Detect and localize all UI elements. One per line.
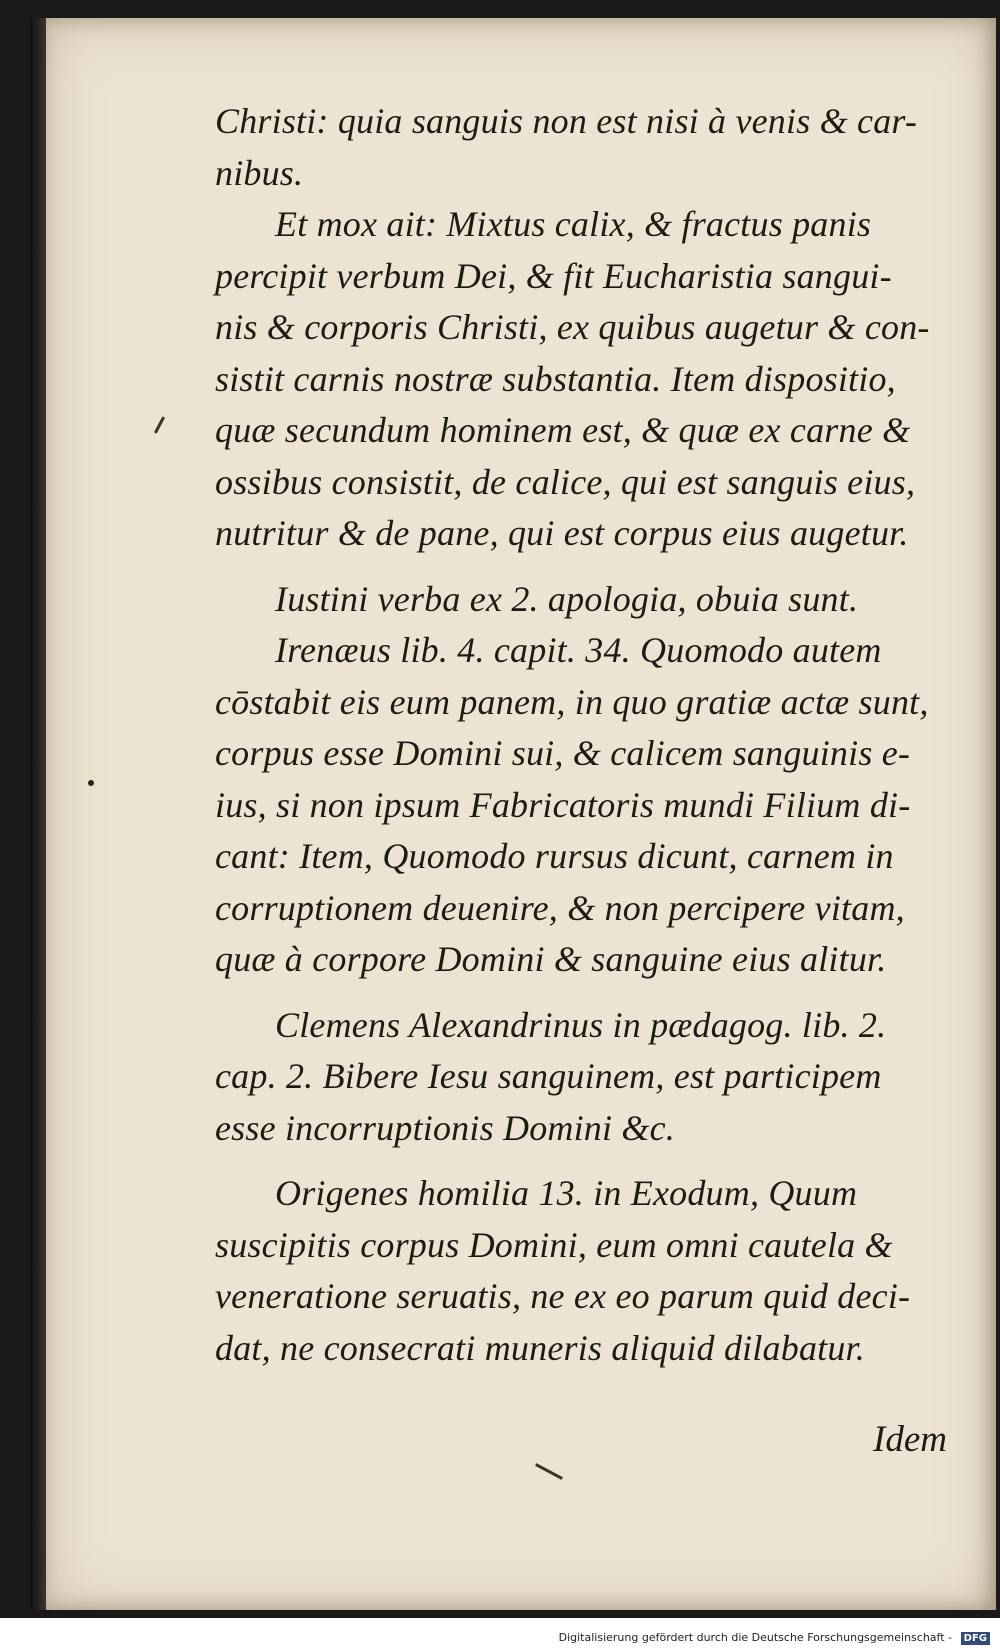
page-left-edge <box>30 18 46 1610</box>
text-line: Irenæus lib. 4. capit. 34. Quomodo autem <box>275 630 882 670</box>
text-line: Christi: quia sanguis non est nisi à venis & car- <box>215 101 918 141</box>
text-line: Et mox ait: Mixtus calix, & fractus panis <box>275 204 872 244</box>
text-line: ossibus consistit, de calice, qui est sanguis eius, <box>215 461 916 502</box>
text-line: sistit carnis nostræ substantia. Item dispositio, <box>215 358 896 399</box>
page-text <box>215 96 965 1374</box>
text-line: nibus. <box>215 152 304 193</box>
text-line: corruptionem deuenire, & non percipere vitam, <box>215 887 905 928</box>
text-line: dat, ne consecrati muneris aliquid dilabatur. <box>215 1327 865 1368</box>
text-line: cap. 2. Bibere Iesu sanguinem, est participem <box>215 1056 882 1096</box>
text-line: cant: Item, Quomodo rursus dicunt, carnem in <box>215 836 894 876</box>
text-line: nutritur & de pane, qui est corpus eius augetur. <box>215 513 909 553</box>
text-line: cōstabit eis eum panem, in quo gratiæ actæ sunt, <box>215 681 929 722</box>
text-line: quæ à corpore Domini & sanguine eius alitur. <box>215 939 887 979</box>
ink-spot <box>88 780 94 786</box>
text-line: esse incorruptionis Domini &c. <box>215 1107 675 1148</box>
catchword: Idem <box>873 1419 947 1460</box>
text-line: veneratione seruatis, ne ex eo parum quid deci- <box>215 1276 911 1316</box>
text-line: corpus esse Domini sui, & calicem sanguinis e- <box>215 733 911 773</box>
text-line: Clemens Alexandrinus in pædagog. lib. 2. <box>275 1004 887 1045</box>
text-line: Iustini verba ex 2. apologia, obuia sunt. <box>275 578 859 619</box>
text-line: ius, si non ipsum Fabricatoris mundi Filium di- <box>215 784 911 825</box>
text-line: nis & corporis Christi, ex quibus augetur & con- <box>215 307 930 347</box>
text-line: percipit verbum Dei, & fit Eucharistia sangui- <box>215 255 892 296</box>
dfg-logo: DFG <box>961 1632 990 1645</box>
text-line: suscipitis corpus Domini, eum omni cautela & <box>215 1224 893 1265</box>
text-line: Origenes homilia 13. in Exodum, Quum <box>275 1173 858 1213</box>
footer-credit: Digitalisierung gefördert durch die Deutsche Forschungsgemeinschaft - <box>558 1631 952 1644</box>
text-line: quæ secundum hominem est, & quæ ex carne & <box>215 410 911 450</box>
footer-bar <box>0 1618 1000 1650</box>
